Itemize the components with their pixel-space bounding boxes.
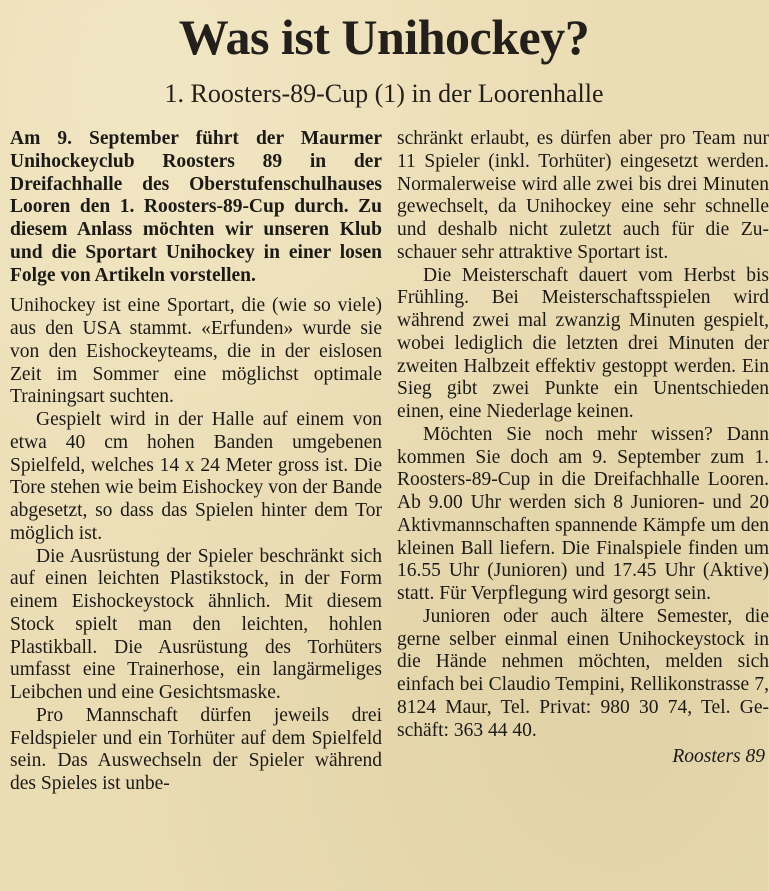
article-paragraph-5: Die Meisterschaft dauert vom Herbst bis Frühling. Bei Meisterschaftsspielen wird während zwei mal zwanzig Minuten gespielt, wobei lediglich die letzten drei Minuten der zweiten Halbzeit effektiv gestoppt werden. Ein Sieg gibt zwei Punkte ein Unentschieden einen, eine Niederlage keinen. — [397, 264, 769, 422]
article-paragraph-4-end: schränkt erlaubt, es dürfen aber pro Team nur 11 Spieler (inkl. Torhüter) eingesetzt werden. Normalerweise wird alle zwei bis drei Minuten gewechselt, da Unihockey eine sehr schnelle und deshalb nicht zuletzt auch für die Zuschauer sehr attraktive Sportart ist. — [397, 128, 769, 263]
article-lead: Am 9. September führt der Maurmer Unihockeyclub Roosters 89 in der Dreifachhalle des Oberstufenschulhauses Looren den 1. Roosters-89-Cup durch. Zu diesem Anlass möchten wir unseren Klub und die Sportart Unihockey in einer losen Folge von Artikeln vorstellen. — [10, 128, 382, 286]
article-paragraph-6: Möchten Sie noch mehr wissen? Dann kommen Sie doch am 9. September zum 1. Roosters-89-Cup in die Dreifachhalle Looren. Ab 9.00 Uhr werden sich 8 Junioren- und 20 Aktivmannschaften spannende Kämpfe um den kleinen Ball liefern. Die Finalspiele finden um 16.55 Uhr (Junioren) und 17.45 Uhr (Aktive) statt. Für Verpflegung wird gesorgt sein. — [397, 423, 769, 604]
article-signature: Roosters 89 — [672, 746, 765, 768]
article-headline: Was ist Unihockey? — [178, 9, 590, 65]
article-paragraph-7: Junioren oder auch ältere Semester, die gerne selber einmal einen Unihockeystock in die Hände nehmen möchten, melden sich einfach bei Claudio Tempini, Rellikonstrasse 7, 8124 Maur, Tel. Privat: 980 30 74, Tel. Geschäft: 363 44 40. — [397, 605, 769, 741]
article-column-left — [10, 128, 382, 796]
article-paragraph-3: Die Ausrüstung der Spieler beschränkt sich auf einen leichten Plastikstock, in der Form einem Eishockeystock ähnlich. Mit diesem Stock spielt man den leichten, hohlen Plastikball. Die Ausrüstung des Torhüters umfasst eine Trainerhose, ein langärmeliges Leibchen und eine Gesichtsmaske. — [10, 545, 382, 703]
article-subheadline: 1. Roosters-89-Cup (1) in der Loorenhalle — [164, 79, 604, 108]
article-paragraph-2: Gespielt wird in der Halle auf einem von etwa 40 cm hohen Banden umgebenen Spielfeld, welches 14 x 24 Meter gross ist. Die Tore stehen wie beim Eishockey von der Bande abgesetzt, so dass das Spielen hinter dem Tor möglich ist. — [10, 409, 382, 544]
article-paragraph-4-start: Pro Mannschaft dürfen jeweils drei Feldspieler und ein Torhüter auf dem Spielfeld sein. Das Auswechseln der Spieler während des Spieles ist unbe- — [10, 704, 382, 794]
article-column-right — [397, 128, 769, 769]
article-paragraph-1: Unihockey ist eine Sportart, die (wie so viele) aus den USA stammt. «Erfunden» wurde sie von den Eishockeyteams, die in der eislosen Zeit im Sommer eine möglichst optimale Trainingsart suchten. — [10, 295, 382, 408]
